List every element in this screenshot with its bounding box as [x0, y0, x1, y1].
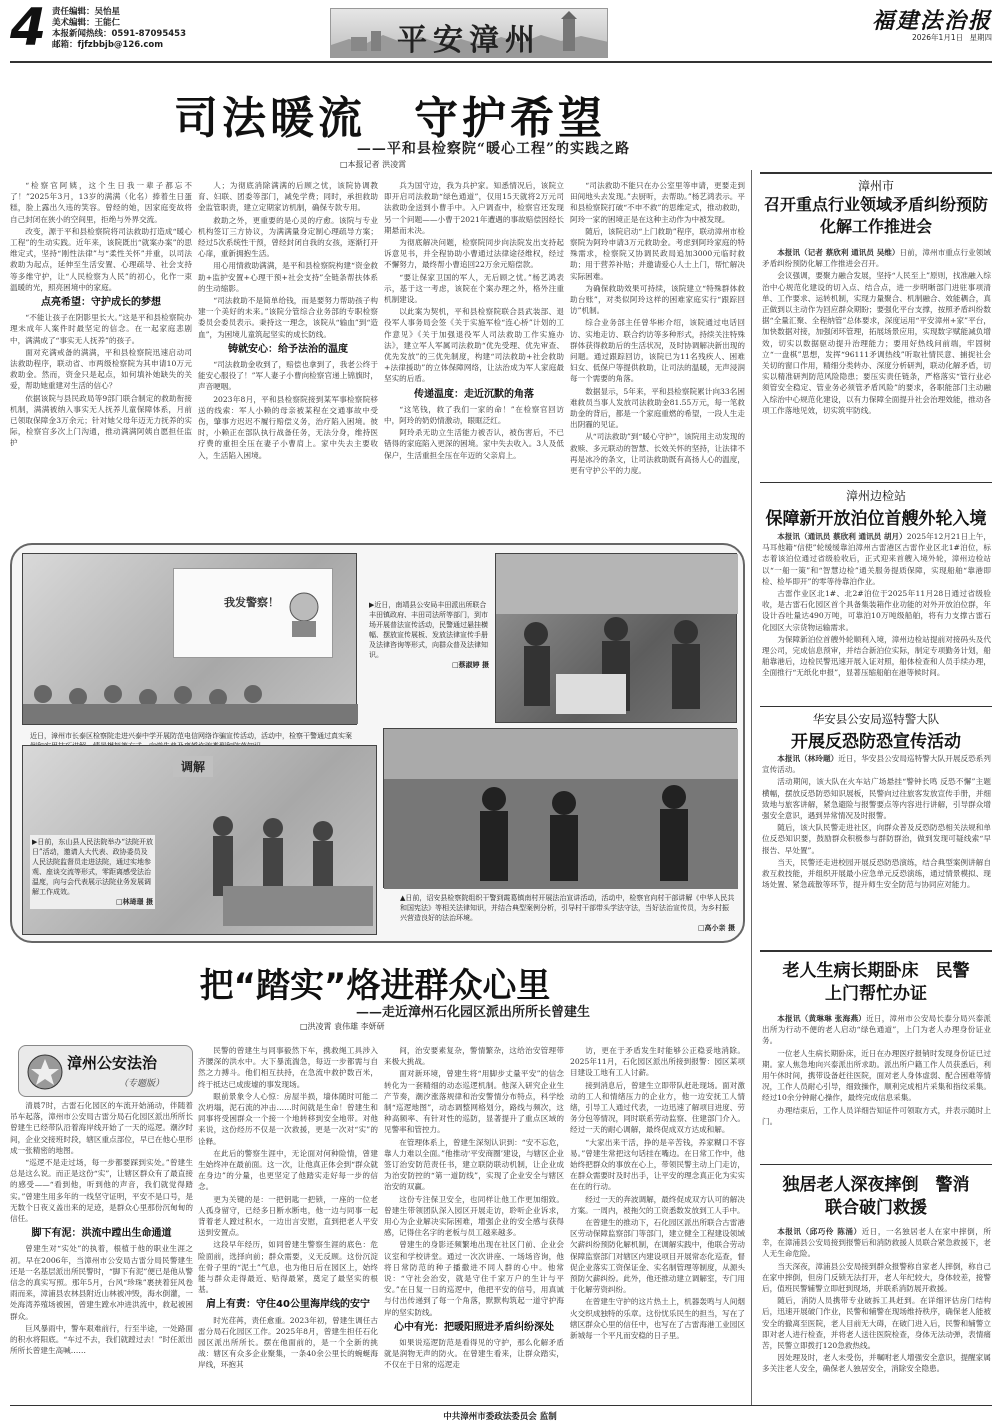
- paragraph: 时光荏苒，责任愈重。2023年初，曾建生调任古雷分局石化园区工作。2025年8月，曾建生担任石化园区派出所所长。摆在他面前的，是一个全新的挑战：辖区有众多企业聚集，一条40余公里长的蜿蜒海岸线，环抱其: [198, 1315, 378, 1370]
- paragraph: 本报讯（记者 蔡欣利 通讯员 吴维）日前，漳州市重点行业领域矛盾纠纷预防化解工作推进会召开。: [762, 248, 991, 269]
- section-title: 平安漳州: [397, 23, 541, 58]
- side-rule: [760, 172, 992, 174]
- paragraph: “要让保家卫国的军人，无后顾之忧。”杨艺鸿表示，基于这一考虑，该院在个案办理之外，格外注重机制建设。: [384, 272, 564, 305]
- issue-weekday: 星期四: [969, 33, 992, 42]
- court-sign: 调解: [173, 756, 213, 777]
- photo-credit: □林琦璟 摄: [115, 897, 153, 906]
- village-scene-icon: [384, 729, 738, 889]
- logo-text: 漳州公安法治: [67, 1054, 158, 1072]
- lead-column-2: [198, 180, 378, 525]
- police-badge-icon: [25, 1052, 65, 1092]
- paragraph: 如果说巡逻防范是看得见的守护，那么化解矛盾就是润物无声的防火。在曾建生看来，让群众踏实，不仅在于日常的巡逻走: [384, 1338, 564, 1370]
- paragraph: 活动期间，该大队在火车站广场悬挂“警钟长鸣 反恐不懈”主题横幅，摆放反恐防恐知识展板，民警向过往旅客发放宣传手册，并细致地与旅客讲解，紧急避险与报警要点等内容进行讲解，引导群众增强安全意识，遇到异常情况及时报警。: [762, 777, 991, 821]
- paragraph: 随后，消防人员携带专业破拆工具赶到。在详细评估房门结构后，迅速开展破门作业，民警和辅警在现场维持秩序，确保老人能被安全的撤离至医院，老人目前无大碍，在破门进入后，民警和辅警立即对老人进行检查，并将老人送往医院检查，身体无法动弹，表情痛苦，民警立即拨打120急救热线。: [762, 1296, 991, 1351]
- paper-logo: 福建法治报: [871, 8, 992, 34]
- people-icon: [496, 554, 738, 724]
- issue-date: 2026年1月1日: [911, 33, 964, 42]
- paragraph: 用心用情救助满满，是平和县检察院构建“资金救助+监护安置+心理干预+社会支持”全链条帮扶体系的生动缩影。: [198, 261, 378, 293]
- byline: 本报讯（邱巧伶 陈涌）: [777, 1227, 862, 1236]
- section-banner: [330, 8, 608, 58]
- paragraph: 兵为国守边，我为兵护家。知悉情况后，该院立即开启司法救助“绿色通道”，仅用15天就将2万元司法救助金送到小曹手中。入户调查中，检察官还发现另一个问题——小曹于2021年遭遇的事故赔偿因经长期悬而未决。: [384, 181, 564, 235]
- side3-body: [762, 753, 991, 945]
- paragraph: 随后，该院启动“上门救助”程序，联动漳州市检察院为阿玲申请3万元救助金。考虑到阿玲家庭的特殊需求，检察院又协调民政局追加3000元临时救助；用于营养补贴；并邀请爱心人士上门，帮忙解决实际困难。: [570, 226, 745, 281]
- paragraph: “司法救助不是简单给钱，而是要努力帮助孩子构建一个美好的未来。”该院分管综合业务部的专职检察委员会委员表示。秉持这一理念，该院从“输血”到“造血”，为困境儿童筑起坚实的成长防线。: [198, 296, 378, 339]
- paragraph: 一位老人生病长期卧床，近日在办理医疗报销时发现身份证已过期。家人焦急地向兴泰派出所求助。派出所户籍工作人员获悉后，利用午休时间，携带设备赶往医院，面对老人身体虚弱、配合困难等情况，工作人员耐心引导，细致操作，顺利完成相片采集和指纹采集。经过10余分钟耐心操作，最终完成信息采集。: [762, 1048, 991, 1103]
- subheading: 心中有光：把暖阳照进矛盾纠纷深处: [394, 1321, 554, 1333]
- editor-line: 责任编辑：吴怡星: [52, 7, 121, 17]
- audience-icon: [23, 664, 358, 724]
- paragraph: 为彻底解决问题，检察院同步向法院发出支持起诉意见书，并全程协助小曹通过法律途径维权，经过不懈努力，最终帮小曹追回22万余元赔偿款。: [384, 238, 564, 270]
- art-editor-line: 美术编辑：王能仁: [52, 18, 121, 28]
- side3-kicker: 华安县公安局巡特警大队: [812, 712, 940, 726]
- footer-rule: [10, 1405, 992, 1406]
- paragraph: 曾建生对“实处”的执着，根植于他的职业生涯之初。早在2006年，当漳州市公安局古雷分局民警建生还是一名基层派出所民警时，“脚下有泥”便已是他从警信念的真实写照。那年5月，台风“珍珠”裹挟着狂风卷雨而来，漳浦县农林县附近山林被冲毁，海水倒灌，一处海湾养殖场被困，曾建生蹚水冲进洪流中，救起被困群众。: [10, 1244, 193, 1321]
- paragraph: 在曾建生守护的这片热土上，机器轰鸣与人间烟火交织成独特的乐章。这份忧乐民生的担当，写在了辖区群众心里的信任中，也写在了古雷海港工业园区新城每一个平凡而安稳的日子里。: [570, 1297, 745, 1341]
- feature-title: 把“踏实”烙进群众心里: [199, 966, 551, 1006]
- subheading: 传递温度：走近沉默的角落: [414, 388, 534, 400]
- paragraph: “巡逻不是走过场，每一步都要踩到实处。”曾建生总是这么说。而正是这份“实”，让辖区群众有了最直接的感受——“看到他，听到他的声音，我们就觉得踏实。”曾建生用多年的一线坚守证明，平安不是口号，是无数个日夜义盖出来的足迹，是群众心里那份沉甸甸的信任。: [10, 1158, 193, 1224]
- cartoon-icon: [284, 589, 324, 639]
- byline: 本报讯（林玲题）: [777, 754, 839, 763]
- side-rule: [760, 706, 992, 707]
- paragraph: “司法救助金收到了，赔偿也拿到了，我老公终于能安心服役了！”军人妻子小曹向检察官递上锦旗时，声音哽咽。: [198, 360, 378, 392]
- paragraph: 在曾建生的推动下，石化园区派出所联合古雷港区劳动保障监察部门等部门，建立健全工程建设领域欠薪纠纷预防化解机制，在调解实践中，他联合劳动保障监察部门对辖区内建设项目开展常态化巡查，督促企业落实工资保证金、实名制管理等制度，从源头预防欠薪纠纷。此外，他还推动建立调解室，专门用于化解劳资纠纷。: [570, 1218, 745, 1295]
- paragraph: “大家出来干活，挣的是辛苦钱，养家糊口不容易。”曾建生常把这句话挂在嘴边。在日常工作中，他始终把群众的事放在心上，带领民警主动上门走访，在群众需要时及时出手，让平安的理念真正化为实实在在的行动。: [570, 1137, 745, 1192]
- paragraph: “检察官阿姨，这个生日我一辈子都忘不了！”2025年3月，13岁的满满（化名）捧着生日蛋糕，脸上露出久违的笑容。曾经的她，因家庭变故将自己封闭在狭小的空间里，拒绝与外界交流。: [10, 181, 192, 224]
- lead-column-1: [10, 180, 192, 525]
- hotline: 本报新闻热线：0591-87095453: [52, 29, 187, 39]
- photo-caption: ▶近日，南靖县公安局丰田派出所联合丰田镇政府、丰田司法所等部门，到市场开展普法宣传活动，民警通过悬挂横幅、摆放宣传展板、发放法律宣传手册及法律咨询等形式，向群众普及法律知识。 □蔡淑婷 摄: [369, 601, 489, 669]
- paragraph: 改变，源于平和县检察院将司法救助打造成“暖心工程”的生动实践。近年来，该院既出“就案办案”的思维定式，坚持“刚性法律”与“柔性关怀”并重，以司法救助为起点，延伸至生活安置、心理疏导、社会支持等多维守护，让“人民检察为人民”的初心，化作一束温暖的光，照亮困境中的家庭。: [10, 226, 192, 292]
- paragraph: 随后，该大队民警走进社区，向群众普及反恐防恐相关法规和单位反恐知识要，鼓励群众积极参与群防群治，做到发现可疑线索“早报告、早处置”。: [762, 823, 991, 855]
- paragraph: 清晨7时，古雷石化园区的车流开始涌动，伴随着吊车起落，漳州市公安局古雷分局石化园区派出所所长曾建生已经带队沿着海岸线开始了一天的巡逻。潮汐时间，企业交接班时段，辖区重点部位，早已在他心里形成一张精密的地图。: [10, 1101, 193, 1155]
- footer-supervisor: 中共漳州市委政法委员会 监制: [443, 1412, 557, 1422]
- subheading: 铸就安心：给予法治的温度: [228, 343, 348, 355]
- lead-column-3: [384, 180, 564, 525]
- side-rule: [760, 482, 992, 483]
- photo-caption: ▲日前，诏安县检察院组织干警到霞葛镇南村开展法治宣讲活动，活动中，检察官向村干部讲解《中华人民共和国宪法》等相关法律知识，并结合典型案例分析，引导村干部带头学法守法，当好法治宣传员，为乡村振兴营造良好的法治环境。 □高小亲 摄: [400, 894, 735, 932]
- paragraph: 当天，民警还走进校园开展反恐防恐演练，结合典型案例讲解自救互救技能，并组织开展最小应急单元反恐演练，通过情景模拟、现场处置、紧急疏散等环节，提升师生安全防范与协同应对能力。: [762, 857, 991, 890]
- byline: 本报讯（通讯员 蔡欣利 通讯员 胡月）: [777, 532, 907, 541]
- byline: 本报讯（黄琳琳 张海燕）: [777, 1014, 867, 1023]
- paragraph: “这笔钱，救了我们一家的命！”在检察官回访中，阿玲的奶奶情激动，眼眶泛红。: [384, 404, 564, 426]
- paragraph: 人；为彻底消除满满的后顾之忧，该院协调教育、妇联、团委等部门，减免学费；同时，承担救助金监管职责，建立定期家访机制，确保专款专用。: [198, 181, 378, 213]
- paragraph: 为确保救助效果可持续，该院建立“特殊群体救助台账”，对类似阿玲这样的困难家庭实行“跟踪回访”机制。: [570, 283, 745, 316]
- paragraph: 以此案为契机，平和县检察院联合县武装部、退役军人事务局会签《关于实施军检“连心桥”计划的工作意见》《关于加强退役军人司法救助工作实施办法》，建立军人军属司法救助“优先受理、优先审查、优先发放”的三优先制度，构建“司法救助+社会救助+法律援助”的立体保障网络，让法治成为军人家庭最坚实的后盾。: [384, 307, 564, 384]
- lead-column-4: [570, 180, 745, 525]
- paragraph: 曾建生的身影还频繁地出现在社区门前、企业会议室和学校讲堂。通过一次次讲座、一场场咨询，他将日常防范的种子播撒进不同人群的心中。他常说：“守社会治安，就是守住千家万户的生计与平安。”在日复一日的巡逻中，他把平安的信号，用真诚与付出传递到了每一个角落，默默构筑起一道守护海岸的坚实防线。: [384, 1240, 564, 1317]
- projector-screen: [173, 568, 333, 658]
- side-rule: [760, 1164, 992, 1165]
- paragraph: 从“司法救助”到“暖心守护”，该院用主动发现的救赎、多元联动的智慧、长效关怀的坚持，让法律不再是冰冷的条文，让司法救助既有高扬人心的温度，更有守护公平的力度。: [570, 432, 745, 476]
- paragraph: 在管理体系上，曾建生深刻认识到：“安不忘危，靠人力难以全面。”他推动‘平安商圈’建设，与辖区企业签订治安防范责任书，建立联防联动机制，让企业成为治安防控的“第一道防线”，实现了企业安全与辖区治安的双赢。: [384, 1137, 564, 1192]
- paragraph: 更为关键的是：一把钥匙一把锁，一座的一位老人孤身留守，已经多日断水断电，他一边与同事一起背着老人蹚过积水，一边出言安慰，直到把老人平安送到安置点。: [198, 1194, 378, 1238]
- paragraph: 经过一天的奔波调解，最终促成双方认可的解决方案。一周内，被拖欠的工资悉数发放到工人手中。: [570, 1194, 745, 1215]
- byline: 本报讯（记者 蔡欣利 通讯员 吴维）: [777, 248, 900, 257]
- photo-village-lecture: [383, 728, 737, 888]
- photo-caption: ▶日前，东山县人民法院举办“法院开放日”活动，邀请人大代表、政协委员及人民法院监督员走进法院，通过实地参观、座谈交流等形式，零距离感受法治温度，向与会代表展示法院业务发展调解工作成效。 □林琦璟 摄: [30, 835, 155, 909]
- photo-credit: □蔡淑婷 摄: [451, 660, 489, 669]
- feature-column-3: [384, 1045, 564, 1400]
- paragraph: 巨风暴雨中，警车艰难前行，行至半途，一处路面的积水将阳底。“车过不去，我们就蹚过去！”时任派出所所长曾建生高喊……: [10, 1323, 193, 1356]
- feature-byline: □洪凌霄 袁伟雄 李妍研: [300, 1022, 385, 1031]
- paragraph: 访，更在于矛盾发生时能够公正稳妥地消除。2025年11月，石化园区派出所接到报警：园区某项目建设工地有工人讨薪。: [570, 1046, 745, 1078]
- paragraph: 阿玲杀无助立生活能力被否认，被伤害后，不已错得的家庭陷入更深的困境。家中失去收入。3人及低保户，生活重担全压在年迈的父亲肩上。: [384, 428, 564, 460]
- paragraph: 这份专注保卫安全，也同样让他工作更加细致。曾建生带领团队深入园区开展走访，聆听企业诉求，用心为企业解决实际困难，增强企业的安全感与获得感，记得住名字的老板与员工越来越多。: [384, 1194, 564, 1238]
- paragraph: 在此后的警察生涯中，无论面对何种险情，曾建生始终冲在最前面。这一次，让他真正体会到“群众就在身边”的分量，也更坚定了他踏实走好每一步的信念。: [198, 1148, 378, 1192]
- paragraph: 眼前景象令人心惊：房屋半损，墙体随时可能二次坍塌，泥石流的冲击……时间就是生命！曾建生和同事将受困群众一个接一个地转移到安全地带。对他来说，这份经历不仅是一次救援，更是一次对“实”的诠释。: [198, 1091, 378, 1146]
- paragraph: 数据显示，5年来，平和县检察院累计向33名困难救员当事人发放司法救助金81.55万元，每一笔救助金的背后，都是一个家庭重燃的希望，一段人生走出阴霾的见证。: [570, 386, 745, 430]
- sidebar-divider: [751, 170, 752, 1405]
- paragraph: 民警的曾建生与同事毅然下车，携救绳工具涉入齐腰深的洪水中。大下暴流湍急，每迈一步都需与自然之力搏斗。他们相互扶持，在急流中救护数百米，终于抵达已成废墟的事发现场。: [198, 1046, 378, 1089]
- paragraph: 依据该院与县民政局等9部门联合制定的救助衔接机制，满满被纳入事实无人抚养儿童保障体系，月前已领取保障金3万余元；针对她父母年迈无力抚养的实际，检察官多次上门沟通，推动满满阿姨自愿担任监护: [10, 393, 192, 448]
- photo-caption: 近日，漳州市长泰区检察院走进兴泰中学开展防范电信网络诈骗宣传活动，活动中，检察干警通过真实案: [30, 731, 355, 761]
- paragraph: 会议强调，要聚力融合发展，坚持“人民至上”原则，找准融入综治中心规范化建设的切入点、结合点，进一步明晰部门进驻事项清单、工作要求、运转机制，实现力量聚合、机制融合、效能耦合，真正做到以主动作为回应群众期盼；要强化平台支撑，按照矛盾纠纷数据“全量汇聚、全程纳管”总体要求，深度运用“平安漳州+家”平台，加快数据对接，加强闭环管理，拓展场景应用，实现数字赋能减负增效，切实以数据驱动提升治理能力；要用好热线问前端，牢固树立“一盘棋”思想，发挥“96111矛调热线”听取社情民意、捕捉社会关切的窗口作用，精细分类转办、深度分析研判，联动化解矛盾，切实以精准研判防范风险隐患；要压实责任链条，严格落实“管行业必须管安全稳定、管业务必须管矛盾风险”的要求，各职能部门主动融入综治中心规范化建设，以有力保障全面提升社会治理效能，推动各项工作落地见效，切实筑牢防线。: [762, 271, 991, 415]
- photo-market-outreach: [495, 553, 737, 723]
- paragraph: 接到消息后，曾建生立即带队赶赴现场。面对激动的工人和情绪压力的企业方，他一边安抚工人情绪，引导工人通过代表，一边迅速了解项目进度、劳务分包等情况，同时联系劳动监察、住建部门介入。经过一天的耐心调解，最终促成双方达成和解。: [570, 1080, 745, 1135]
- police-logo: [18, 1045, 193, 1097]
- paragraph: “不能让孩子在阴影里长大。”这是平和县检察院办理未成年人案件时最坚定的信念。在一起家庭悲剧中，满满成了“事实无人抚养”的孩子。: [10, 313, 192, 345]
- page-number: 4: [10, 0, 47, 58]
- photo-school-lecture: [22, 553, 357, 725]
- side2-title: 保障新开放泊位首艘外轮入境: [765, 509, 987, 529]
- subheading: 脚下有泥：洪流中蹚出生命通道: [31, 1228, 172, 1240]
- logo-subtext: （专题版）: [119, 1079, 165, 1089]
- photo-credit: □高小亲 摄: [697, 923, 735, 932]
- paragraph: 综合业务部主任曾华彬介绍，该院通过电话回访、实地走访、联合约访等多种形式，持续关注特殊群体获得救助后的生活状况，及时协调解决新出现的问题。通过跟踪回访，该院已为11名残疾人、困难妇女、低保户等提供救助，让司法的温暖，无声浸润每一个需要的角落。: [570, 318, 745, 384]
- paragraph: 本报讯（通讯员 蔡欣利 通讯员 胡月）2025年12月21日上午，马耳他籍“信使”轮缓缓靠泊漳州古雷港区古雷作业区北1#泊位，标志着该泊位通过省级验收后，正式迎来首艘入境外轮，漳州边检站以“一船一策”和“智慧边检”通关服务提质保障，实现船舶“靠港即检、检毕即开”的零等待靠泊作业。: [762, 532, 991, 586]
- side3-title: 开展反恐防恐宣传活动: [791, 732, 961, 752]
- paragraph: 本报讯（林玲题）近日，华安县公安局巡特警大队开展反恐系列宣传活动。: [762, 754, 991, 775]
- masthead: [0, 0, 1000, 64]
- feature-subtitle: ——走近漳州石化园区派出所所长曾建生: [355, 1005, 590, 1020]
- side5-title: 独居老人深夜摔倒 警消联合破门救援: [782, 1175, 970, 1218]
- masthead-rule: [10, 61, 992, 63]
- paragraph: 为保障新泊位首艘外轮顺利入境，漳州边检站提前对接码头及代理公司，完成信息预审，并结合新泊位实际，制定专项勤务计划，船舶靠港后，边检民警迅速开展入证对照，船体检查和人员手续办理，全面推行“无纸化申报”，显著压缩船舶在港等候时间。: [762, 634, 991, 678]
- paragraph: 面对新环境，曾建生将“用脚步丈量平安”的信念转化为一套精细的动态巡逻机制。他深入研究企业生产节奏，潮汐涨落规律和治安警情分布特点，科学绘制“巡逻地图”，动态调整网格划分，路线与频次，这种高频率、有针对性的巡防，显著提升了重点区域的见警率和管控力。: [384, 1069, 564, 1135]
- lead-byline: □本报记者 洪凌霄: [340, 160, 407, 169]
- feature-column-1: [10, 1100, 193, 1400]
- subheading: 肩上有责：守住40公里海岸线的安宁: [206, 1299, 370, 1311]
- side1-body: [762, 247, 991, 477]
- paragraph: 面对充满戒备的满满，平和县检察院迅速启动司法救助程序，联动省、市两级检察院为其申请10万元救助金。然而，资金只是起点，如何填补她缺失的关爱，帮助她重建对生活的信心？: [10, 347, 192, 391]
- paragraph: “司法救助不能只在办公室里等申请，更要走到田间地头去发现。”去厨听，去帮助。”杨艺鸿表示。平和县检察院打破“不申不救”的思维定式，推动救助，阿玲一家的困境正是在这种主动作为中被发现。: [570, 181, 745, 224]
- side1-title: 召开重点行业领域矛盾纠纷预防化解工作推进会: [764, 195, 989, 236]
- paragraph: 2023年8月，平和县检察院接到某军事检察院移送的线索：军人小赖的母亲被某程在交通事故中受伤，肇事方迟迟不履行赔偿义务，治疗陷入困境。彼时，小赖正在部队执行战备任务，无法分身，维持医疗费的重担全压在妻子小曹肩上。家中失去主要收入，生活陷入困境。: [198, 394, 378, 460]
- paragraph: 因处理及时，老人未受伤，并嘱咐老人增强安全意识，提醒家属多关注老人安全，确保老人独居安全，消除安全隐患。: [762, 1353, 991, 1374]
- lead-title: 司法暖流 守护希望: [174, 93, 606, 144]
- side1-kicker: 漳州市: [857, 179, 894, 193]
- subheading: 点亮希望：守护成长的梦想: [41, 297, 161, 309]
- paragraph: 古雷作业区北1#、北2#泊位于2025年11月28日通过省级验收，是古雷石化园区首个具备集装箱作业功能的对外开放泊位群，年设计吞吐量达490万吨，可靠泊10万吨级船舶，将有力支撑古雷石化园区大宗货物运输需求。: [762, 589, 991, 632]
- paragraph: 本报讯（邱巧伶 陈涌）近日，一名独居老人在家中摔倒，所幸，在漳浦县公安局接到报警后和消防救援人员联合紧急救援下，老人无生命危险。: [762, 1227, 991, 1259]
- side4-title: 老人生病长期卧床 民警上门帮忙办证: [782, 961, 970, 1004]
- side-rule: [760, 950, 992, 952]
- paragraph: 这段早年经历，如同曾建生警察生涯的底色：危险面前，选择向前；群众需要，义无反顾。这份沉淀在骨子里的“泥土”气息，也为他日后在园区上，始终能与群众走得最近、贴得最紧，奠定了最坚实的根基。: [198, 1240, 378, 1295]
- paragraph: 间，治安要素复杂，警情繁杂，这给治安管理带来极大挑战。: [384, 1046, 564, 1067]
- feature-column-4: [570, 1045, 745, 1400]
- lead-subtitle: ——平和县检察院“暖心工程”的实践之路: [356, 141, 630, 157]
- paragraph: 本报讯（黄琳琳 张海燕）近日，漳州市公安局长泰分局兴泰派出所为行动不便的老人启动“绿色通道”，上门为老人办理身份证业务。: [762, 1014, 991, 1046]
- screen-banner: 我发警察！: [224, 596, 279, 609]
- side4-body: [762, 1013, 991, 1160]
- paragraph: 办理结束后，工作人员详细告知证件可领取方式，并表示随时上门。: [762, 1105, 991, 1126]
- feature-column-2: [198, 1045, 378, 1400]
- paragraph: 救助之外，更重要的是心灵的疗愈。该院与专业机构签订三方协议，为满满量身定制心理疏导方案；经过5次系统性干预，曾经封闭自我的女孩，逐渐打开心扉，重新拥抱生活。: [198, 215, 378, 259]
- side5-body: [762, 1226, 991, 1401]
- paragraph: 当天深夜，漳浦县公安局接到群众报警称自家老人摔倒，称自己在家中摔倒，但房门反锁无法打开，老人年纪较大，身体较差，接警后，值班民警辅警立即赶到现场，并联系消防展开救援。: [762, 1261, 991, 1294]
- side2-kicker: 漳州边检站: [845, 489, 906, 503]
- side2-body: [762, 531, 991, 701]
- email: 邮箱：fjfzbbjb@126.com: [52, 40, 164, 50]
